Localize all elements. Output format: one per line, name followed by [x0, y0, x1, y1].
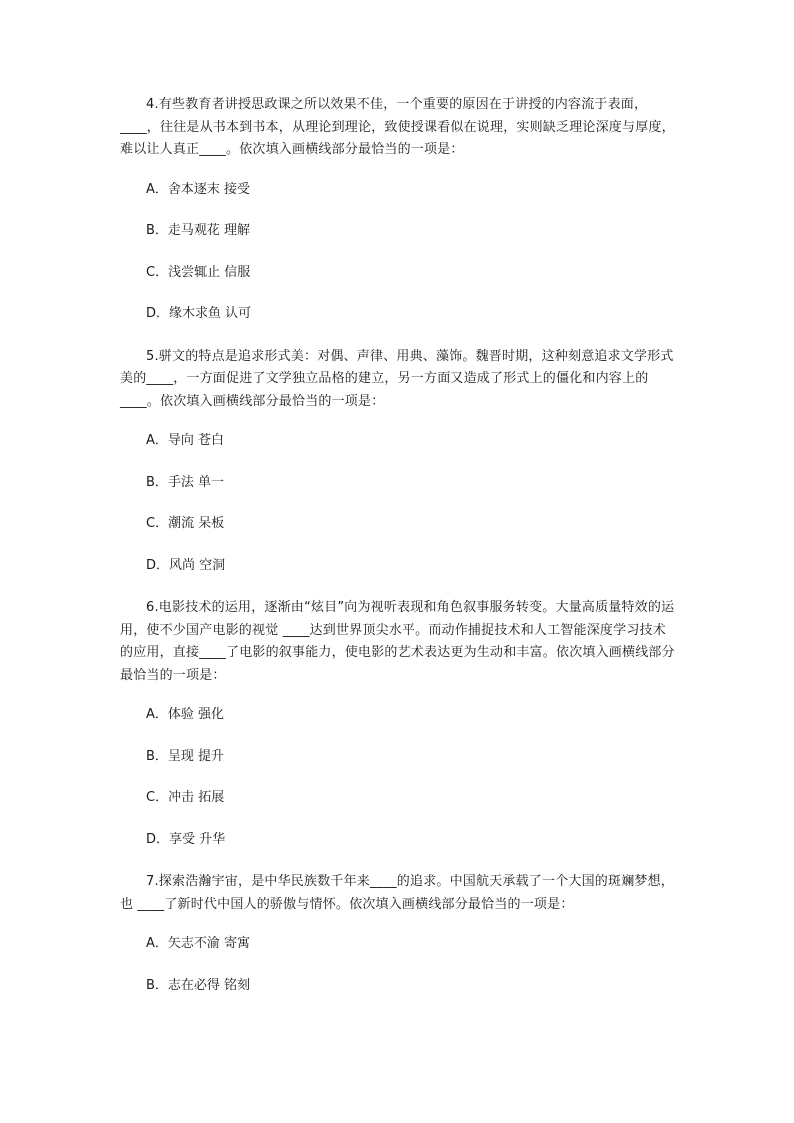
option-d: D．风尚 空洞: [146, 557, 226, 573]
option-a: A．矢志不渝 寄寓: [146, 936, 251, 951]
option-a: A．舍本逐末 接受: [146, 181, 251, 197]
question-block: [120, 94, 675, 324]
question-stem: 4.有些教育者讲授思政课之所以效果不佳，一个重要的原因在于讲授的内容流于表面，____，往往是从书本到书本，从理论到理论，致使授课看似在说理，实则缺乏理论深度与厚度，难以让人真正____。依次填入画横线部分最恰当的一项是：: [120, 97, 675, 157]
question-list: [120, 94, 675, 1017]
question-stem: 6.电影技术的运用，逐渐由“炫目”向为视听表现和角色叙事服务转变。大量高质量特效的运用，使不少国产电影的视觉 ____达到世界顶尖水平。而动作捕捉技术和人工智能深度学习技术的应用，直接____了电影的叙事能力，使电影的艺术表达更为生动和丰富。依次填入画横线部分最恰当的一项是：: [120, 600, 675, 683]
question-block: [120, 597, 675, 850]
option-d: D．缘木求鱼 认可: [146, 306, 252, 321]
option-c: C．潮流 呆板: [146, 516, 225, 531]
question-stem: 5.骈文的特点是追求形式美：对偶、声律、用典、藻饰。魏晋时期，这种刻意追求文学形式美的____，一方面促进了文学独立品格的建立，另一方面又造成了形式上的僵化和内容上的____。依次填入画横线部分最恰当的一项是：: [120, 348, 674, 409]
option-b: B．呈现 提升: [146, 748, 225, 764]
option-d: D．享受 升华: [146, 831, 226, 847]
option-a: A．体验 强化: [146, 707, 225, 722]
option-c: C．浅尝辄止 信服: [146, 264, 251, 280]
question-stem: 7.探索浩瀚宇宙，是中华民族数千年来____的追求。中国航天承载了一个大国的斑斓梦想，也 ____了新时代中国人的骄傲与情怀。依次填入画横线部分最恰当的一项是：: [120, 874, 675, 912]
option-b: B．志在必得 铭刻: [146, 977, 251, 993]
option-a: A．导向 苍白: [146, 433, 225, 448]
question-block: [120, 346, 675, 576]
question-block: [120, 871, 675, 996]
option-c: C．冲击 拓展: [146, 790, 225, 805]
option-b: B．走马观花 理解: [146, 223, 251, 238]
option-b: B．手法 单一: [146, 474, 225, 490]
